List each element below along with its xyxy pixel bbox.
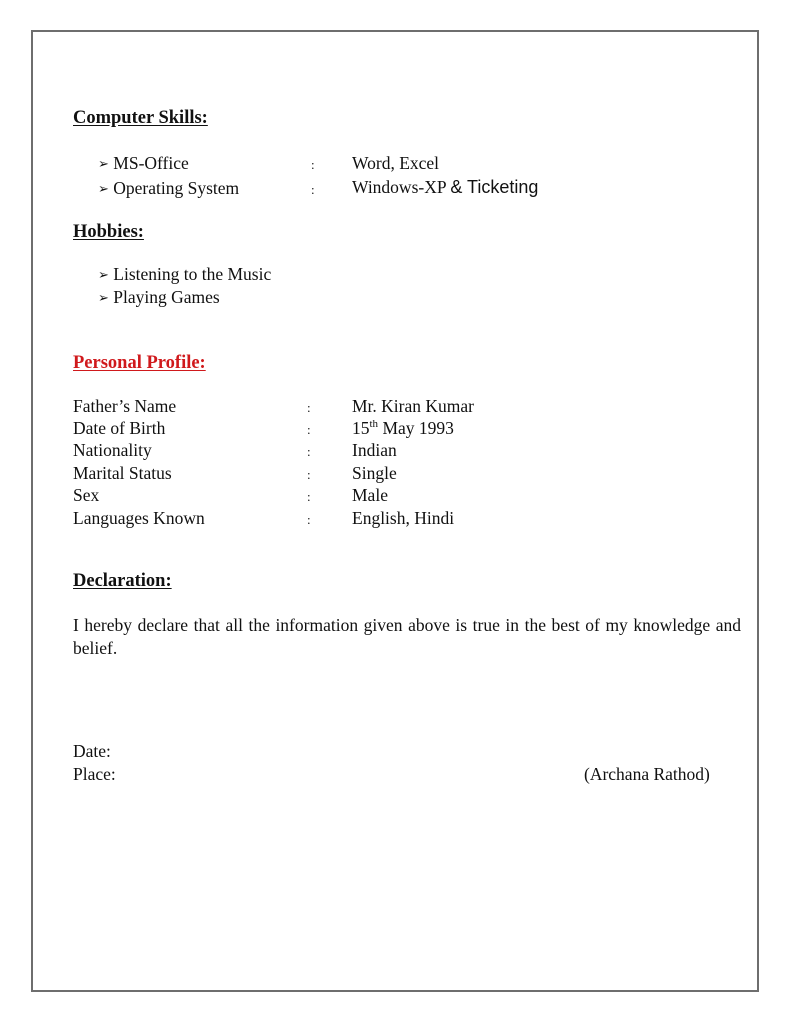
arrow-bullet-icon: ➢ <box>98 268 109 283</box>
place-label: Place: <box>73 764 116 784</box>
profile-value: Single <box>352 463 397 483</box>
signature-name: (Archana Rathod) <box>584 764 710 784</box>
declaration-heading: Declaration: <box>73 571 172 591</box>
profile-label: Marital Status <box>73 463 172 483</box>
date-label: Date: <box>73 741 111 761</box>
skill-item-operating-system <box>98 178 239 199</box>
profile-colon: : <box>307 467 311 482</box>
computer-skills-heading: Computer Skills: <box>73 108 208 128</box>
skill-value: Word, Excel <box>352 153 440 173</box>
profile-colon: : <box>307 444 311 459</box>
profile-label: Nationality <box>73 440 152 460</box>
hobby-item <box>98 287 220 308</box>
profile-value: English, Hindi <box>352 508 455 528</box>
skill-colon: : <box>311 182 315 197</box>
profile-colon: : <box>307 512 311 527</box>
dob-day: 15 <box>352 418 370 438</box>
declaration-text: I hereby declare that all the information given above is true in the best of my knowledge and belief. <box>73 615 741 658</box>
hobby-label: Listening to the Music <box>113 264 272 284</box>
profile-value: Indian <box>352 440 397 460</box>
skill-value-main: Windows-XP <box>352 177 446 197</box>
profile-label: Languages Known <box>73 508 205 528</box>
profile-value-dob <box>352 418 454 439</box>
skill-value-extra: & Ticketing <box>450 177 539 197</box>
profile-colon: : <box>307 489 311 504</box>
arrow-bullet-icon: ➢ <box>98 182 109 197</box>
profile-value: Male <box>352 485 388 505</box>
profile-value: Mr. Kiran Kumar <box>352 396 474 416</box>
hobby-item <box>98 264 271 285</box>
dob-rest: May 1993 <box>378 418 454 438</box>
personal-profile-heading: Personal Profile: <box>73 353 206 373</box>
skill-item-ms-office <box>98 153 189 174</box>
profile-colon: : <box>307 422 311 437</box>
hobby-label: Playing Games <box>113 287 220 307</box>
profile-label: Father’s Name <box>73 396 177 416</box>
dob-ordinal: th <box>369 418 379 431</box>
profile-colon: : <box>307 400 311 415</box>
skill-label: Operating System <box>113 178 240 198</box>
skill-label: MS-Office <box>113 153 189 173</box>
profile-label: Date of Birth <box>73 418 166 438</box>
arrow-bullet-icon: ➢ <box>98 291 109 306</box>
profile-label: Sex <box>73 485 100 505</box>
skill-value <box>352 177 538 198</box>
skill-colon: : <box>311 157 315 172</box>
hobbies-heading: Hobbies: <box>73 222 144 242</box>
arrow-bullet-icon: ➢ <box>98 157 109 172</box>
